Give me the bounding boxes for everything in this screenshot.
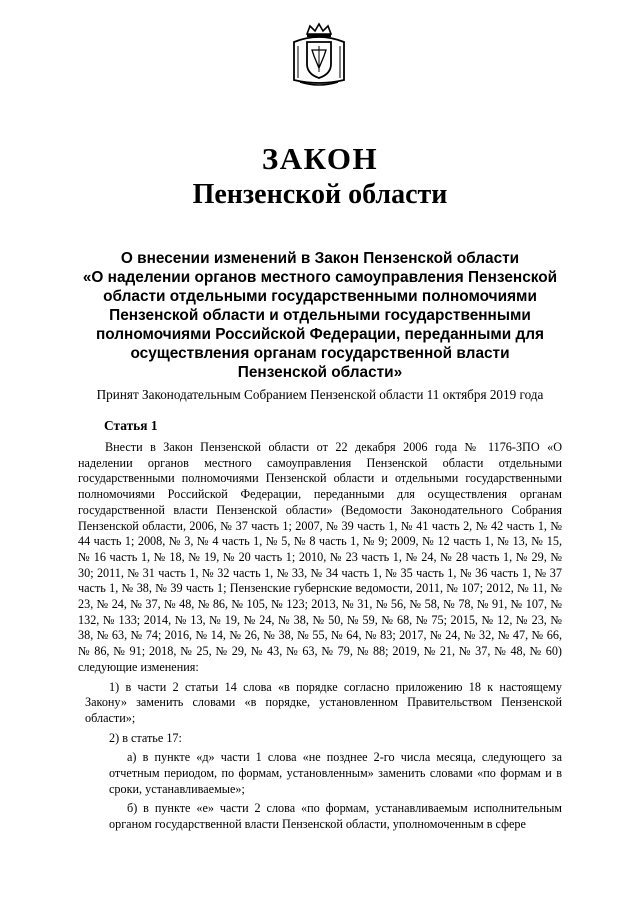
adoption-note: Принят Законодательным Собранием Пензенской области 11 октября 2019 года	[96, 387, 544, 402]
article-body	[78, 439, 562, 833]
article-intro-paragraph: Внести в Закон Пензенской области от 22 декабря 2006 года № 1176-ЗПО «О наделении органов местного самоуправления Пензенской области отдельными государственными полномочиями Пензенской области и отдельными государственными полномочиями Российской Федерации, переданными для осуществления органам государственной власти Пензенской области» (Ведомости Законодательного Собрания Пензенской области, 2006, № 37 часть 1; 2007, № 39 часть 1, № 41 часть 2, № 42 часть 1, № 44 часть 1; 2008, № 3, № 4 часть 1, № 5, № 8 часть 1, № 9; 2009, № 12 часть 1, № 13, № 15, № 16 часть 1, № 18, № 19, № 20 часть 1; 2010, № 23 часть 1, № 24, № 28 часть 1, № 29, № 30; 2011, № 31 часть 1, № 32 часть 1, № 33, № 34 часть 1, № 35 часть 1, № 36 часть 1, № 37 часть 1, № 38, № 39 часть 1; Пензенские губернские ведомости, 2011, № 107; 2012, № 11, № 23, № 24, № 37, № 48, № 86, № 105, № 123; 2013, № 31, № 56, № 58, № 78, № 91, № 107, № 132, № 133; 2014, № 13, № 19, № 24, № 38, № 50, № 59, № 68, № 75; 2015, № 12, № 23, № 38, № 63, № 74; 2016, № 14, № 26, № 38, № 55, № 64, № 83; 2017, № 24, № 32, № 47, № 66, № 86, № 91; 2018, № 25, № 29, № 43, № 63, № 79, № 88; 2019, № 21, № 37, № 48, № 60) следующие изменения:	[78, 440, 562, 674]
coat-of-arms-icon	[290, 22, 348, 88]
article-title: Статья 1	[104, 418, 158, 433]
heading-line: Пензенской области»	[237, 364, 403, 381]
heading-line: О внесении изменений в Закон Пензенской области	[120, 250, 520, 267]
heading-line: полномочиями Российской Федерации, переданными для	[95, 326, 545, 343]
article-item-2: 2) в статье 17:	[109, 730, 182, 745]
law-heading	[80, 249, 560, 382]
heading-line: Пензенской области и отдельными государственными	[109, 307, 531, 324]
heading-line: «О наделении органов местного самоуправления Пензенской	[82, 269, 558, 286]
article-item-2a: а) в пункте «д» части 1 слова «не позднее 2-го числа месяца, следующего за отчетным периодом, по формам, установленным» заменить словами «по формам и в сроки, устанавливаемые»;	[109, 750, 562, 796]
heading-line: осуществления органам государственной власти	[130, 345, 510, 362]
document-region: Пензенской области	[192, 179, 448, 210]
heading-line: области отдельными государственными полномочиями	[103, 288, 537, 305]
article-item-2b: б) в пункте «е» части 2 слова «по формам, устанавливаемым исполнительным органом государственной власти Пензенской области, уполномоченным в сфере	[109, 801, 562, 832]
document-title: ЗАКОН	[261, 141, 379, 176]
article-item-1: 1) в части 2 статьи 14 слова «в порядке согласно приложению 18 к настоящему Закону» заменить словами «в порядке, установленном Правительством Пензенской области»;	[85, 679, 562, 725]
